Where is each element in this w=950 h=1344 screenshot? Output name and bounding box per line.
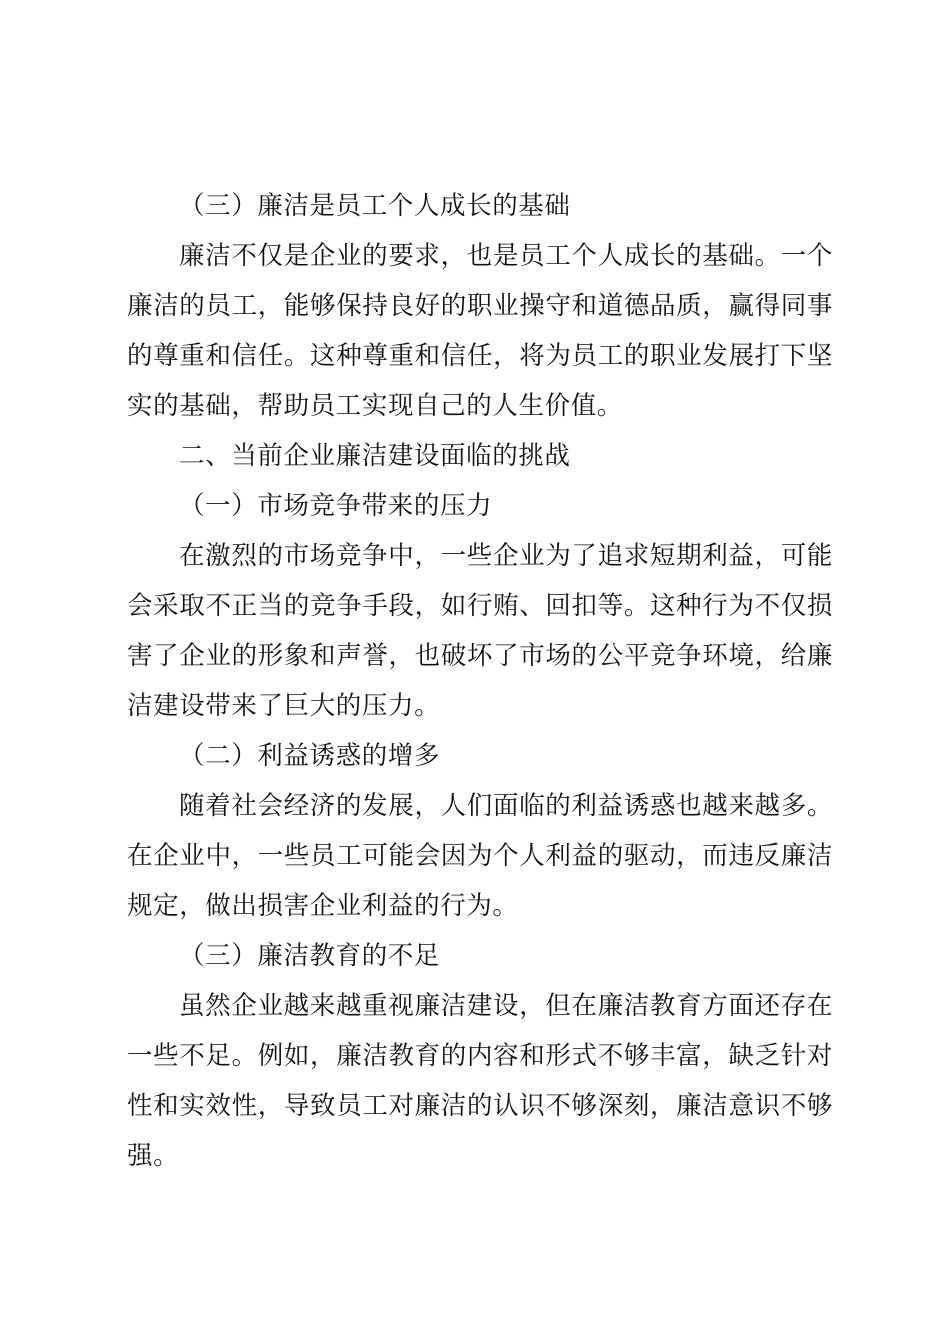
body-paragraph: 随着社会经济的发展，人们面临的利益诱惑也越来越多。在企业中，一些员工可能会因为个人利益的驱动，而违反廉洁规定，做出损害企业利益的行为。	[127, 791, 833, 921]
section-heading: （二）利益诱惑的增多	[179, 741, 441, 771]
section-heading: （一）市场竞争带来的压力	[179, 491, 493, 521]
body-paragraph: 虽然企业越来越重视廉洁建设，但在廉洁教育方面还存在一些不足。例如，廉洁教育的内容和形式不够丰富，缺乏针对性和实效性，导致员工对廉洁的认识不够深刻，廉洁意识不够强。	[127, 991, 833, 1171]
section-heading: （三）廉洁教育的不足	[179, 941, 441, 971]
document-body	[127, 181, 833, 1181]
body-paragraph: 廉洁不仅是企业的要求，也是员工个人成长的基础。一个廉洁的员工，能够保持良好的职业操守和道德品质，赢得同事的尊重和信任。这种尊重和信任，将为员工的职业发展打下坚实的基础，帮助员工实现自己的人生价值。	[127, 241, 833, 421]
section-heading: （三）廉洁是员工个人成长的基础	[179, 191, 571, 221]
chapter-heading: 二、当前企业廉洁建设面临的挑战	[179, 441, 571, 471]
body-paragraph: 在激烈的市场竞争中，一些企业为了追求短期利益，可能会采取不正当的竞争手段，如行贿、回扣等。这种行为不仅损害了企业的形象和声誉，也破坏了市场的公平竞争环境，给廉洁建设带来了巨大的压力。	[127, 541, 833, 721]
